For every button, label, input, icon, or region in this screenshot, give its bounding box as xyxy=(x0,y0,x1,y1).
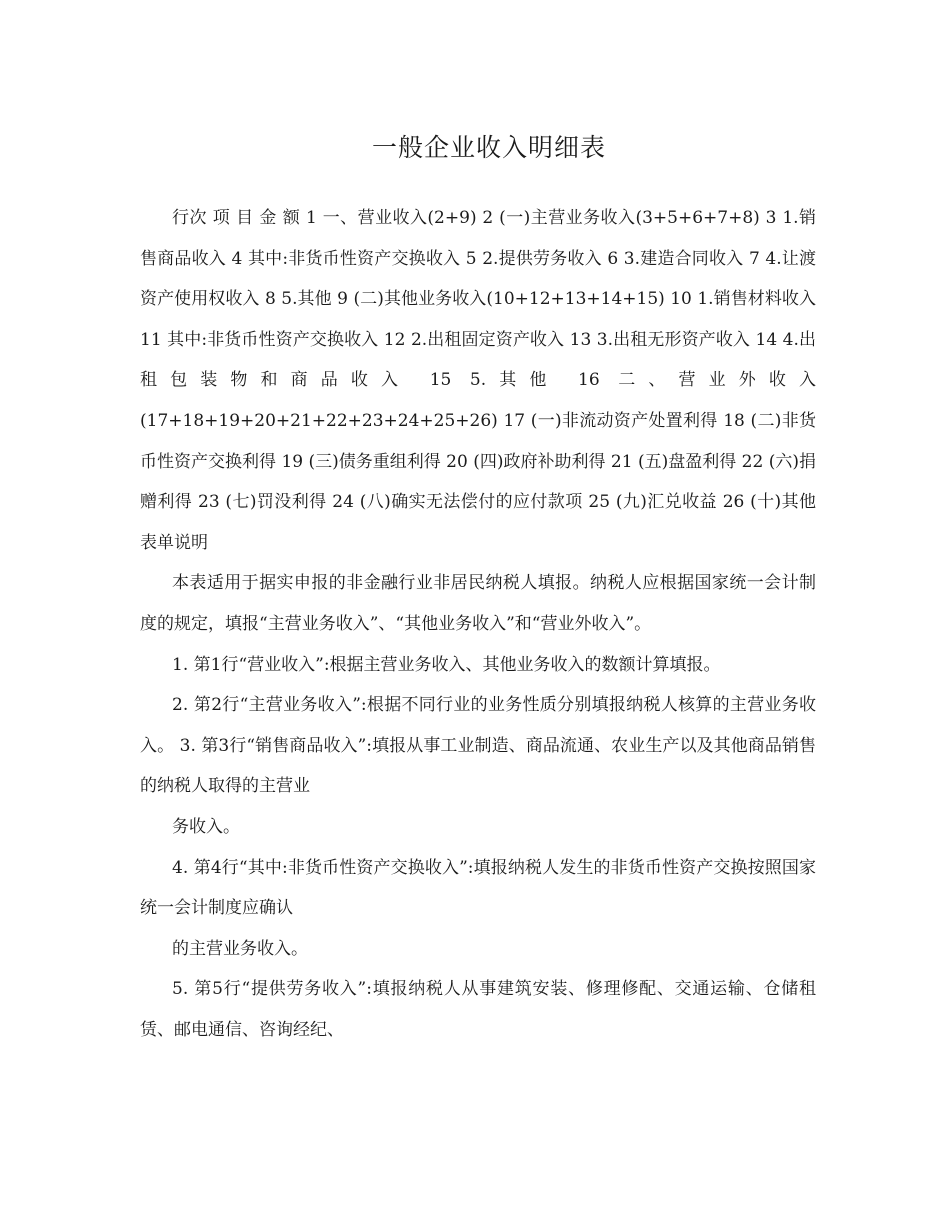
document-body xyxy=(140,198,816,1050)
applicability-paragraph: 本表适用于据实申报的非金融行业非居民纳税人填报。纳税人应根据国家统一会计制度的规定，填报“主营业务收入”、“其他业务收入”和“营业外收入”。 xyxy=(140,573,816,634)
instruction-line-4-continued: 的主营业务收入。 xyxy=(172,938,308,959)
instruction-line-4: 4. 第4行“其中:非货币性资产交换收入”:填报纳税人发生的非货币性资产交换按照国家统一会计制度应确认 xyxy=(140,857,816,919)
instruction-line-2-3: 2. 第2行“主营业务收入”:根据不同行业的业务性质分别填报纳税人核算的主营业务收入。 3. 第3行“销售商品收入”:填报从事工业制造、商品流通、农业生产以及其他商品销售的纳税人取得的主营业 xyxy=(140,695,816,797)
instruction-line-5: 5. 第5行“提供劳务收入”:填报纳税人从事建筑安装、修理修配、交通运输、仓储租赁、邮电通信、咨询经纪、 xyxy=(140,979,816,1040)
instruction-line-3-continued: 务收入。 xyxy=(172,816,240,837)
table-rows-paragraph: 行次 项 目 金 额 1 一、营业收入(2+9) 2 (一)主营业务收入(3+5+6+7+8) 3 1.销售商品收入 4 其中:非货币性资产交换收入 5 2.提供劳务收入 6 3.建造合同收入 7 4.让渡资产使用权收入 8 5.其他 9 (二)其他业务收入(10+12+13+14+15) 10 1.销售材料收入 11 其中:非货币性资产交换收入 12 2.出租固定资产收入 13 3.出租无形资产收入 14 4.出租包装物和商品收入 15 5.其他 16 二、营业外收入(17+18+19+20+21+22+23+24+25+26) 17 (一)非流动资产处置利得 18 (二)非货币性资产交换利得 19 (三)债务重组利得 20 (四)政府补助利得 21 (五)盘盈利得 22 (六)捐赠利得 23 (七)罚没利得 24 (八)确实无法偿付的应付款项 25 (九)汇兑收益 26 (十)其他 表单说明 xyxy=(140,208,816,553)
instruction-line-1: 1. 第1行“营业收入”:根据主营业务收入、其他业务收入的数额计算填报。 xyxy=(172,654,721,675)
document-title: 一般企业收入明细表 xyxy=(371,133,606,162)
